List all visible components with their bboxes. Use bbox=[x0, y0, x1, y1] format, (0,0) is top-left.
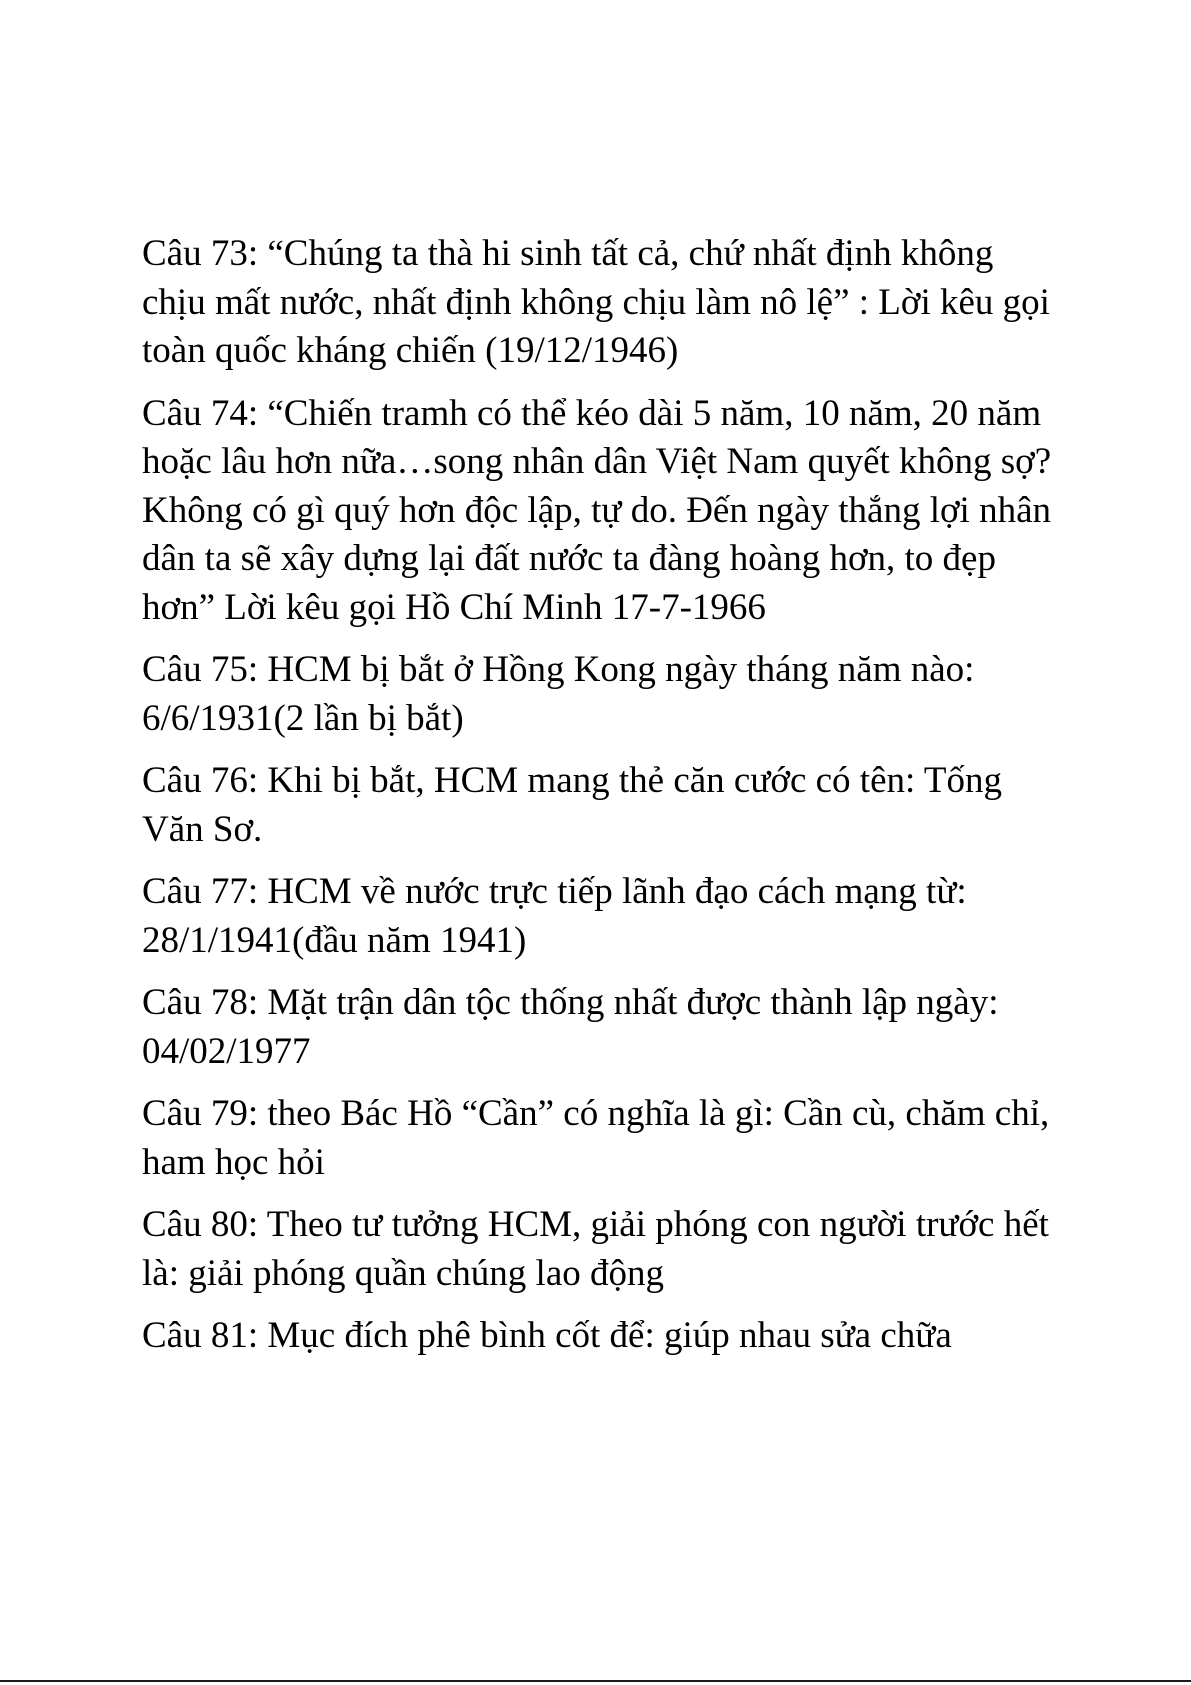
question-74: Câu 74: “Chiến tramh có thể kéo dài 5 năm, 10 năm, 20 năm hoặc lâu hơn nữa…song nhân dân Việt Nam quyết không sợ? Không có gì quý hơn độc lập, tự do. Đến ngày thắng lợi nhân dân ta sẽ xây dựng lại đất nước ta đàng hoàng hơn, to đẹp hơn” Lời kêu gọi Hồ Chí Minh 17-7-1966 bbox=[142, 392, 1052, 628]
page-bottom-divider bbox=[0, 1680, 1191, 1682]
question-75: Câu 75: HCM bị bắt ở Hồng Kong ngày tháng năm nào: 6/6/1931(2 lần bị bắt) bbox=[142, 649, 975, 739]
question-81: Câu 81: Mục đích phê bình cốt để: giúp nhau sửa chữa bbox=[142, 1315, 952, 1356]
question-79: Câu 79: theo Bác Hồ “Cần” có nghĩa là gì: Cần cù, chăm chỉ, ham học hỏi bbox=[142, 1093, 1050, 1183]
question-73: Câu 73: “Chúng ta thà hi sinh tất cả, chứ nhất định không chịu mất nước, nhất định không chịu làm nô lệ” : Lời kêu gọi toàn quốc kháng chiến (19/12/1946) bbox=[142, 233, 1050, 371]
question-list bbox=[142, 230, 1057, 1375]
question-77: Câu 77: HCM về nước trực tiếp lãnh đạo cách mạng từ: 28/1/1941(đầu năm 1941) bbox=[142, 871, 967, 961]
question-80: Câu 80: Theo tư tưởng HCM, giải phóng con người trước hết là: giải phóng quần chúng lao động bbox=[142, 1204, 1049, 1294]
question-76: Câu 76: Khi bị bắt, HCM mang thẻ căn cước có tên: Tống Văn Sơ. bbox=[142, 760, 1002, 850]
question-78: Câu 78: Mặt trận dân tộc thống nhất được thành lập ngày: 04/02/1977 bbox=[142, 982, 999, 1072]
